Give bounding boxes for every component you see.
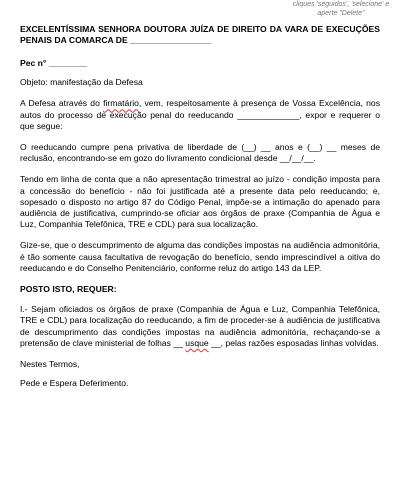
paragraph-pena: O reeducando cumpre pena privativa de liberdade de (__) __ anos e (__) __ meses de reclusão, encontrando-se em gozo do livramento condicional desde __/__/__. — [20, 142, 380, 164]
closing-pede-deferimento: Pede e Espera Deferimento. — [20, 378, 129, 389]
instruction-note-line-1: cliques 'seguidos', 'selecione' e — [292, 1, 390, 8]
spellcheck-word-usque: usque — [185, 337, 209, 348]
title-text: EXCELENTÍSSIMA SENHORA DOUTORA JUÍZA DE DIREITO DA VARA DE EXECUÇÕES PENAIS DA COMARCA DE — [20, 24, 380, 45]
pec-blank: ________ — [48, 58, 88, 68]
instruction-note — [285, 0, 397, 18]
paragraph-justificativa: Tendo em linha de conta que a não apresentação trimestral ao juízo - condição imposta para a concessão do benefício - não foi justificada até a presente data pelo reeducando; e, sopesado o disposto no artigo 87 do Código Penal, impõe-se a intimação do apenado para audiência de justificativa, cumprindo-se oficiar aos órgãos de praxe (Companhia de Água e Luz, Companhia Telefônica, TRE e CDL) para sua localização. — [20, 174, 380, 230]
title-comarca-blank: _________________ — [130, 35, 212, 45]
pec-number — [20, 58, 380, 69]
paragraph-intro-text-2: , vem, respeitosamente à presença de Vossa Excelência, nos autos do processo de execução penal do reeducando _____________, expor e requerer o que segue: — [20, 98, 380, 131]
objeto-line: Objeto: manifestação da Defesa — [20, 77, 143, 88]
paragraph-requerimento — [20, 304, 380, 349]
paragraph-intro-text-1: A Defesa através do — [20, 98, 104, 109]
paragraph-intro — [20, 98, 380, 132]
closing-nestes-termos: Nestes Termos, — [20, 359, 80, 370]
paragraph-descumprimento: Gize-se, que o descumprimento de alguma das condições impostas na audiência admonitória, é tão somente causa facultativa de revogação do benefício, sendo imprescindível a oitiva do reeducando e do Conselho Penitenciário, conforme reluz do artigo 143 da LEP. — [20, 240, 380, 273]
paragraph-requerimento-text-1: I.- Sejam oficiados os órgãos de praxe (Companhia de Água e Luz, Companhia Telefônica, TRE e CDL) para localização do reeducando, a fim de proceder-se à audiência de justificativa de descumprimento das condições impostas na audiência admonitória, rechaçando-se a pretensão de clave ministerial de folhas __ — [20, 304, 380, 348]
document-body — [20, 24, 380, 399]
instruction-note-line-2: aperte "Delete" — [317, 10, 365, 17]
requer-heading: POSTO ISTO, REQUER: — [20, 284, 117, 295]
paragraph-requerimento-text-2: __, pelas razões esposadas linhas volvidas. — [208, 337, 379, 348]
spellcheck-word-firmatario: firmatário — [103, 98, 139, 109]
document-title — [20, 24, 380, 46]
pec-label: Pec n° — [20, 58, 49, 68]
